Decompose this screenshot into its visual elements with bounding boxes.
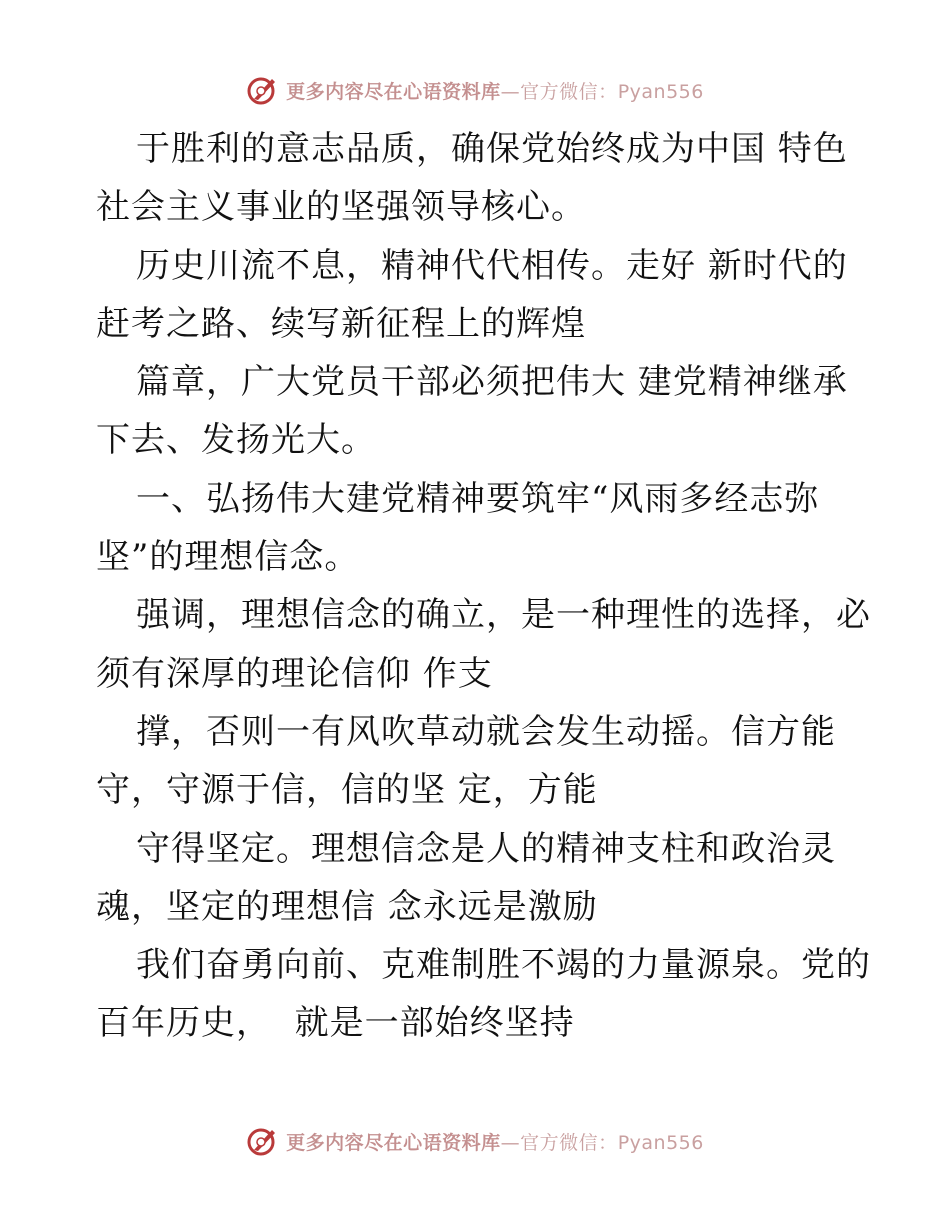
section-heading-cont: 坚”的理想信念。 [96,537,360,578]
footer-watermark [0,1121,950,1161]
header-separator: — [500,80,521,103]
footer-brand: 更多内容尽在心语资料库 [286,1131,501,1154]
header-wechat-label: 官方微信： [520,80,618,103]
footer-wechat-id: Pyan556 [617,1131,704,1154]
body-line: 于胜利的意志品质，确保党始终成为中国 特色 [136,129,848,169]
body-line: 社会主义事业的坚强领导核心。 [96,187,586,228]
body-line: 下去、发扬光大。 [96,420,376,461]
body-line: 历史川流不息，精神代代相传。走好 新时代的 [136,245,848,286]
body-line: 篇章，广大党员干部必须把伟大 建党精神继承 [136,362,848,403]
header-watermark [0,70,950,110]
body-line: 守得坚定。理想信念是人的精神支柱和政治灵 [136,828,836,869]
header-text [286,77,704,104]
quill-circle-icon [246,73,280,107]
footer-text [286,1128,704,1155]
document-body [96,120,876,1053]
header-brand: 更多内容尽在心语资料库 [286,80,501,103]
body-line: 须有深厚的理论信仰 作支 [96,653,493,694]
header-wechat-id: Pyan556 [617,80,704,103]
footer-wechat-label: 官方微信： [520,1131,618,1154]
body-line: 魂，坚定的理想信 念永远是激励 [96,886,598,927]
body-line: 强调，理想信念的确立，是一种理性的选择，必 [136,595,871,636]
body-line: 我们奋勇向前、克难制胜不竭的力量源泉。党的 [136,945,871,986]
body-line: 百年历史， 就是一部始终坚持 [96,1003,575,1044]
body-line: 赶考之路、续写新征程上的辉煌 [96,303,586,344]
quill-circle-icon [246,1124,280,1158]
footer-separator: — [500,1131,521,1154]
body-line: 撑，否则一有风吹草动就会发生动摇。信方能 [136,711,836,752]
section-heading: 一、弘扬伟大建党精神要筑牢“风雨多经志弥 [136,478,820,519]
body-line: 守，守源于信，信的坚 定，方能 [96,770,598,811]
